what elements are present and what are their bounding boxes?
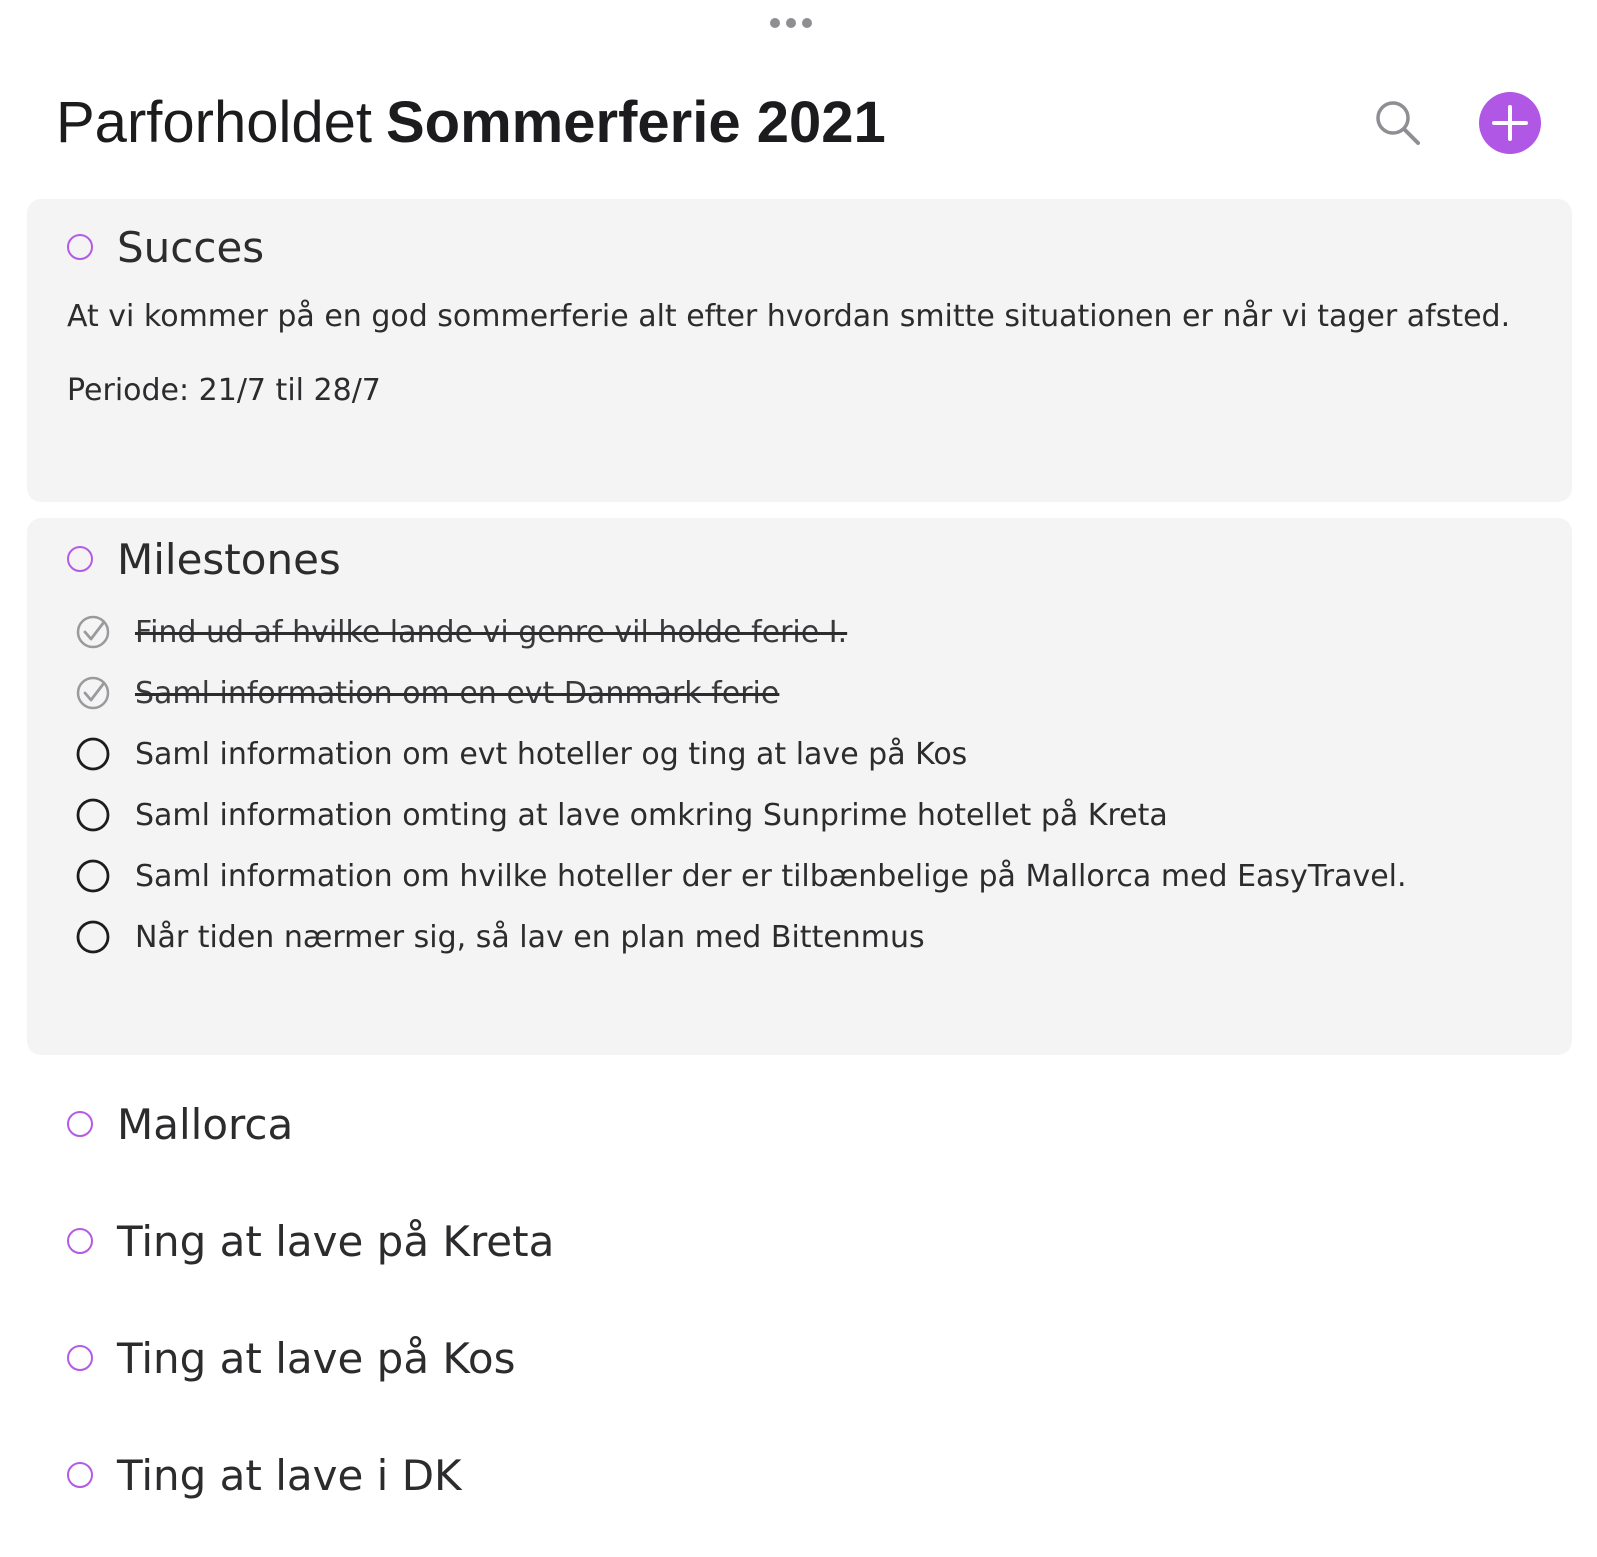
empty-circle-icon[interactable] (75, 858, 111, 894)
section-header-succes[interactable] (67, 222, 264, 272)
section-card-succes (27, 199, 1572, 502)
more-dots-icon[interactable] (770, 18, 812, 28)
section-header-dk[interactable] (67, 1447, 462, 1503)
milestone-label: Saml information omting at lave omkring Sunprime hotellet på Kreta (135, 797, 1168, 833)
milestone-item[interactable] (75, 732, 967, 776)
empty-circle-icon[interactable] (75, 797, 111, 833)
section-title: Mallorca (117, 1099, 294, 1149)
milestone-label: Saml information om evt hoteller og ting at lave på Kos (135, 736, 968, 772)
note-line: Periode: 21/7 til 28/7 (67, 373, 381, 408)
search-icon[interactable] (1373, 98, 1423, 148)
section-header-mallorca[interactable] (67, 1096, 293, 1152)
milestone-item[interactable] (75, 671, 779, 715)
checked-circle-icon[interactable] (75, 675, 111, 711)
page-title (56, 88, 886, 158)
section-title: Milestones (117, 534, 341, 584)
section-title: Ting at lave på Kreta (117, 1216, 555, 1266)
milestone-label: Find ud af hvilke lande vi genre vil holde ferie I. (135, 614, 848, 650)
section-title: Ting at lave på Kos (117, 1333, 516, 1383)
plus-icon (1479, 92, 1541, 154)
milestone-item[interactable] (75, 610, 847, 654)
add-button[interactable] (1479, 92, 1541, 154)
section-ring-icon[interactable] (67, 1111, 93, 1137)
section-title: Ting at lave i DK (117, 1450, 462, 1500)
section-ring-icon[interactable] (67, 234, 93, 260)
section-ring-icon[interactable] (67, 1345, 93, 1371)
section-ring-icon[interactable] (67, 546, 93, 572)
list-header (56, 88, 1541, 158)
section-card-milestones (27, 518, 1572, 1055)
checked-circle-icon[interactable] (75, 614, 111, 650)
section-header-kos[interactable] (67, 1330, 515, 1386)
section-header-milestones[interactable] (67, 534, 341, 584)
project-name: Parforholdet (56, 90, 372, 155)
section-title: Succes (117, 222, 265, 272)
milestone-item[interactable] (75, 915, 925, 959)
section-header-kreta[interactable] (67, 1213, 554, 1269)
milestone-label: Saml information om hvilke hoteller der er tilbænbelige på Mallorca med EasyTravel. (135, 858, 1407, 894)
empty-circle-icon[interactable] (75, 736, 111, 772)
empty-circle-icon[interactable] (75, 919, 111, 955)
milestone-label: Saml information om en evt Danmark ferie (135, 675, 780, 711)
section-ring-icon[interactable] (67, 1228, 93, 1254)
milestone-label: Når tiden nærmer sig, så lav en plan med Bittenmus (135, 919, 925, 955)
section-ring-icon[interactable] (67, 1462, 93, 1488)
milestone-item[interactable] (75, 793, 1168, 837)
list-name: Sommerferie 2021 (385, 90, 886, 155)
note-line: At vi kommer på en god sommerferie alt efter hvordan smitte situationen er når vi tager afsted. (67, 299, 1511, 334)
milestone-item[interactable] (75, 854, 1407, 898)
